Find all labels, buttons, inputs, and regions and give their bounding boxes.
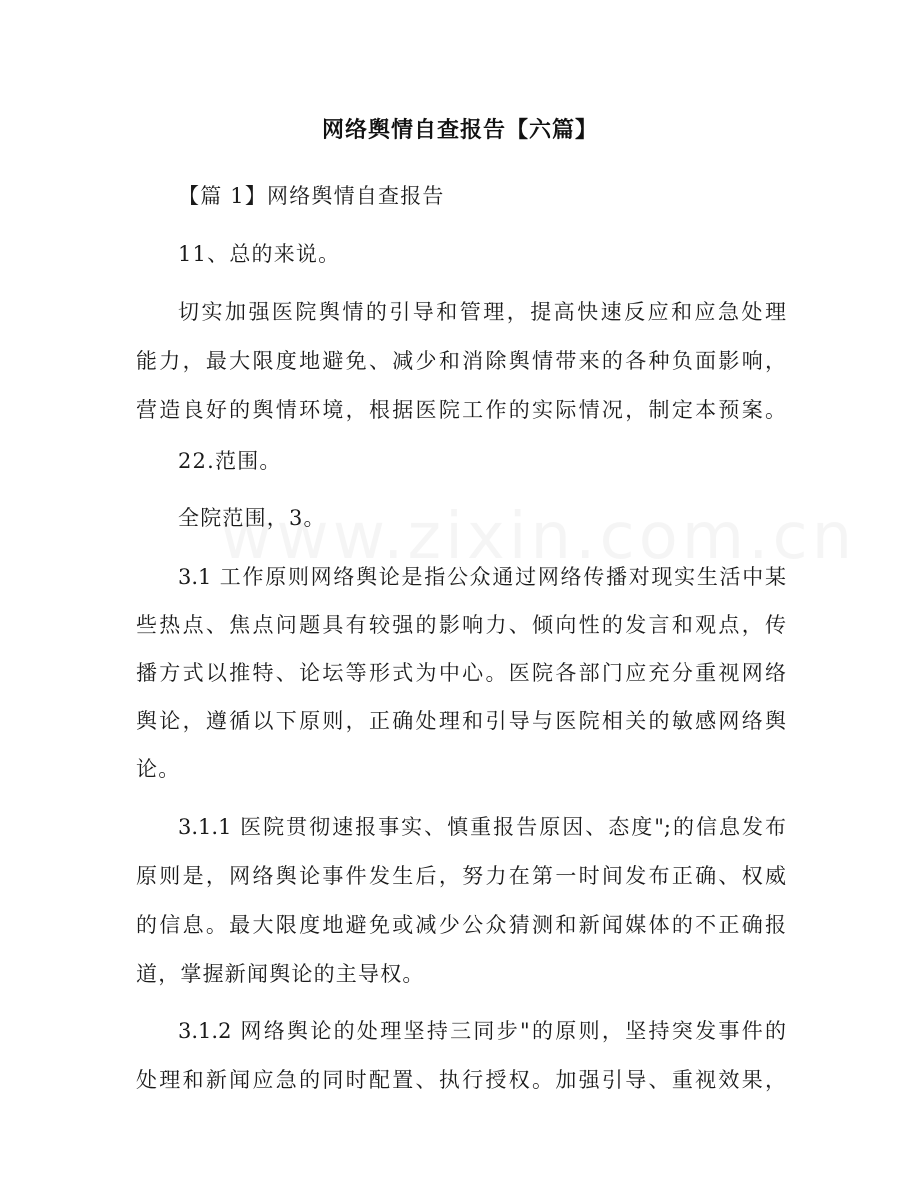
paragraph-line: 的信息。最大限度地避免或减少公众猜测和新闻媒体的不正确报	[136, 913, 786, 937]
paragraph-line: 11、总的来说。	[178, 242, 341, 266]
paragraph-line: 论。	[136, 757, 181, 781]
paragraph-line: 营造良好的舆情环境，根据医院工作的实际情况，制定本预案。	[136, 398, 786, 422]
paragraph-line: 播方式以推特、论坛等形式为中心。医院各部门应充分重视网络	[136, 661, 786, 685]
paragraph-line: 3.1.2 网络舆论的处理坚持三同步"的原则，坚持突发事件的	[178, 1019, 786, 1043]
paragraph-line: 原则是，网络舆论事件发生后，努力在第一时间发布正确、权威	[136, 864, 786, 888]
paragraph-line: 舆论，遵循以下原则，正确处理和引导与医院相关的敏感网络舆	[136, 709, 786, 733]
paragraph-line: 些热点、焦点问题具有较强的影响力、倾向性的发言和观点，传	[136, 613, 786, 637]
paragraph-line: 3.1 工作原则网络舆论是指公众通过网络传播对现实生活中某	[178, 565, 786, 589]
paragraph-line: 处理和新闻应急的同时配置、执行授权。加强引导、重视效果，	[136, 1068, 786, 1092]
section-heading: 【篇 1】网络舆情自查报告	[178, 184, 445, 208]
paragraph-line: 切实加强医院舆情的引导和管理，提高快速反应和应急处理	[178, 300, 786, 324]
document-title: 网络舆情自查报告【六篇】	[321, 118, 598, 143]
paragraph-line: 全院范围，3。	[178, 506, 326, 530]
paragraph-line: 能力，最大限度地避免、减少和消除舆情带来的各种负面影响，	[136, 349, 786, 373]
paragraph-line: 道，掌握新闻舆论的主导权。	[136, 962, 425, 986]
paragraph-line: 22.范围。	[178, 449, 282, 473]
paragraph-line: 3.1.1 医院贯彻速报事实、慎重报告原因、态度";的信息发布	[178, 815, 786, 839]
